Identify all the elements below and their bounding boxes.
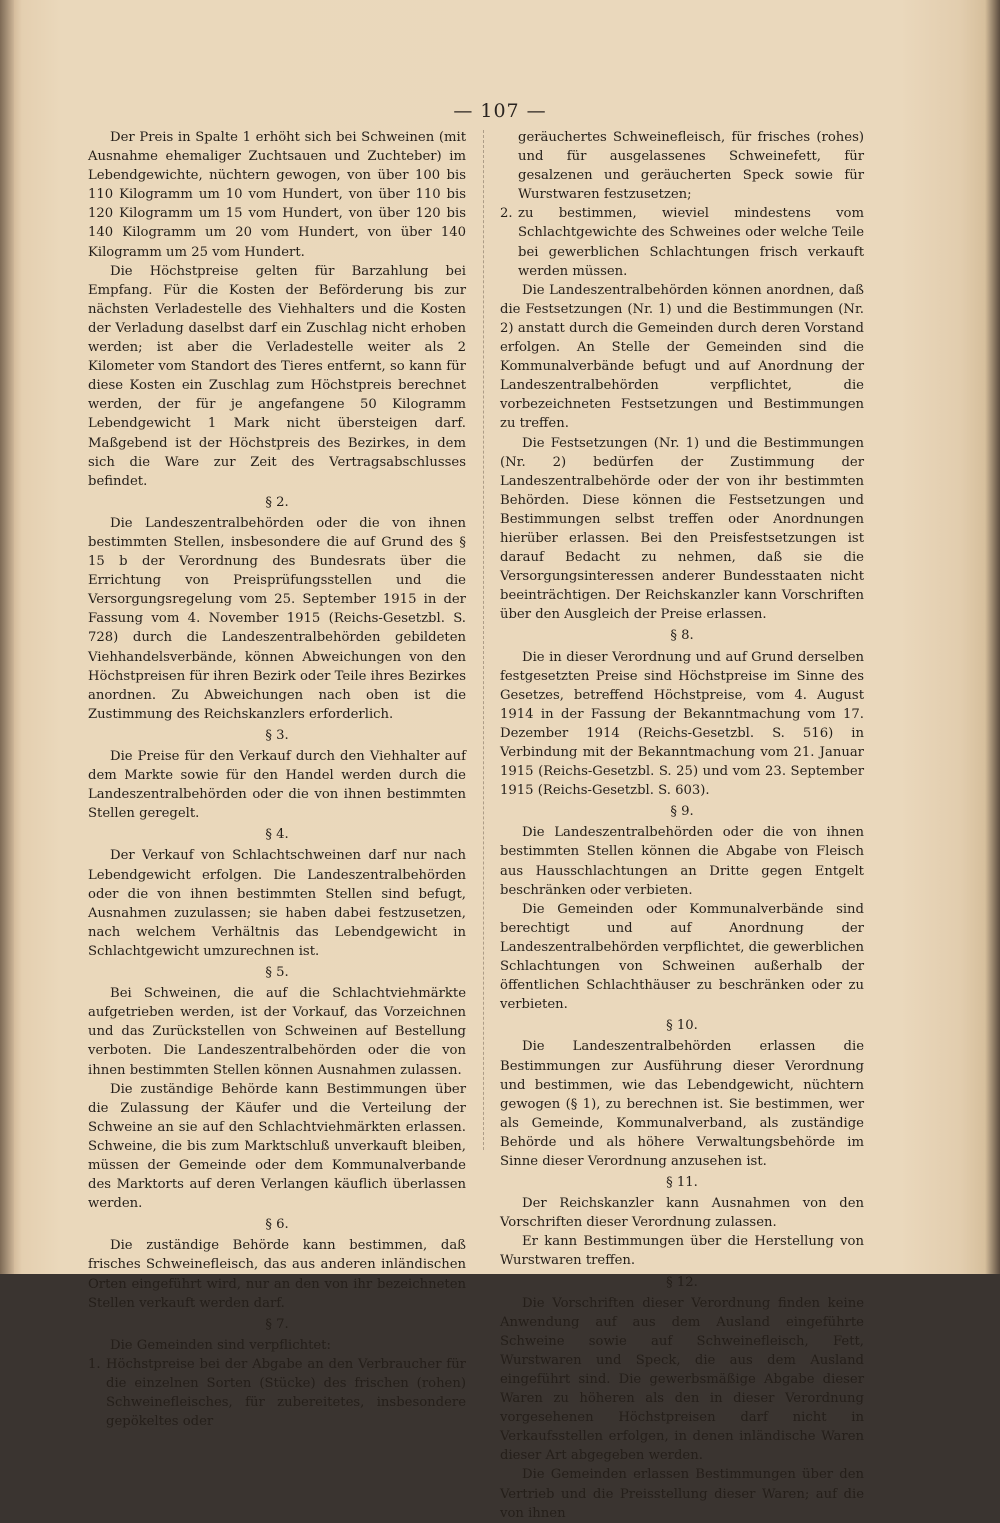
- paragraph: Die Gemeinden sind verpflichtet:: [110, 1337, 331, 1353]
- paragraph: Der Verkauf von Schlachtschweinen darf nur nach Lebendgewicht erfolgen. Die Landeszentralbehörden oder die von ihnen bestimmten Stellen sind befugt, Ausnahmen zuzulassen; sie haben dabei festzusetzen, nach welchem Verhältnis das Lebendgewicht in Schlachtgewicht umzurechnen ist.: [88, 848, 466, 959]
- list-item-number: 1.: [88, 1356, 101, 1372]
- paragraph: Die Höchstpreise gelten für Barzahlung bei Empfang. Für die Kosten der Beförderung bis zur nächsten Verladestelle des Viehhalters und die Kosten der Verladung daselbst darf ein Zuschlag nicht erhoben werden; ist aber die Verladestelle weiter als 2 Kilometer vom Standort des Tieres entfernt, so kann für diese Kosten ein Zuschlag zum Höchstpreis berechnet werden, der für je angefangene 50 Kilogramm Lebendgewicht 1 Mark nicht übersteigen darf. Maßgebend ist der Höchstpreis des Bezirkes, in dem sich die Ware zur Zeit des Vertragsabschlusses befindet.: [88, 263, 466, 489]
- page-number: — 107 —: [453, 100, 547, 122]
- list-item: [500, 128, 864, 204]
- paragraph: Die Festsetzungen (Nr. 1) und die Bestimmungen (Nr. 2) bedürfen der Zustimmung der Landeszentralbehörde oder der von ihr bestimmten Behörden. Diese können die Festsetzungen und Bestimmungen selbst treffen oder Anordnungen hierüber erlassen. Bei den Preisfestsetzungen ist darauf Bedacht zu nehmen, daß sie die Versorgungsinteressen anderer Bundesstaaten nicht beeinträchtigen. Der Reichskanzler kann Vorschriften über den Ausgleich der Preise erlassen.: [500, 435, 864, 623]
- left-column: [88, 128, 466, 1431]
- list-item: [500, 204, 864, 280]
- section-heading: § 7.: [265, 1316, 289, 1332]
- section-heading: § 4.: [265, 827, 289, 843]
- list-item-number: 2.: [500, 206, 513, 222]
- list-item-text: geräuchertes Schweinefleisch, für frisches (rohes) und für ausgelassenes Schweinefett, für gesalzenen und geräucherten Speck sowie für Wurstwaren festzusetzen;: [518, 130, 864, 203]
- paragraph: Der Preis in Spalte 1 erhöht sich bei Schweinen (mit Ausnahme ehemaliger Zuchtsauen und Zuchteber) im Lebendgewichte, nüchtern gewogen, von über 100 bis 110 Kilogramm um 10 vom Hundert, von über 110 bis 120 Kilogramm um 15 vom Hundert, von über 120 bis 140 Kilogramm um 20 vom Hundert, von über 140 Kilogramm um 25 vom Hundert.: [88, 130, 466, 260]
- list-item-text: zu bestimmen, wieviel mindestens vom Schlachtgewichte des Schweines oder welche Teile bei gewerblichen Schlachtungen frisch verkauft werden müssen.: [518, 206, 864, 279]
- paragraph: Die Landeszentralbehörden erlassen die Bestimmungen zur Ausführung dieser Verordnung und bestimmen, wie das Lebendgewicht, nüchtern gewogen (§ 1), zu berechnen ist. Sie bestimmen, wer als Gemeinde, Kommunalverband, als zuständige Behörde und als höhere Verwaltungsbehörde im Sinne dieser Verordnung anzusehen ist.: [500, 1039, 864, 1169]
- paragraph: Die zuständige Behörde kann bestimmen, daß frisches Schweinefleisch, das aus anderen inländischen Orten eingeführt wird, nur an den von ihr bezeichneten Stellen verkauft werden darf.: [88, 1238, 466, 1311]
- paragraph: Der Reichskanzler kann Ausnahmen von den Vorschriften dieser Verordnung zulassen.: [500, 1196, 864, 1231]
- section-heading: § 12.: [666, 1274, 698, 1290]
- paragraph: Die Vorschriften dieser Verordnung finden keine Anwendung auf aus dem Ausland eingeführte Schweine sowie auf Schweinefleisch, Fett, Wurstwaren und Speck, die aus dem Ausland eingeführt sind. Die gewerbsmäßige Abgabe dieser Waren zu höheren als den in dieser Verordnung vorgesehenen Höchstpreisen darf nicht in Verkaufsstellen erfolgen, in denen inländische Waren dieser Art abgegeben werden.: [500, 1295, 864, 1464]
- section-heading: § 3.: [265, 727, 289, 743]
- paragraph: Die in dieser Verordnung und auf Grund derselben festgesetzten Preise sind Höchstpreise im Sinne des Gesetzes, betreffend Höchstpreise, vom 4. August 1914 in der Fassung der Bekanntmachung vom 17. Dezember 1914 (Reichs-Gesetzbl. S. 516) in Verbindung mit der Bekanntmachung vom 21. Januar 1915 (Reichs-Gesetzbl. S. 25) und vom 23. September 1915 (Reichs-Gesetzbl. S. 603).: [500, 649, 864, 799]
- section-heading: § 2.: [265, 494, 289, 510]
- section-heading: § 5.: [265, 965, 289, 981]
- paragraph: Bei Schweinen, die auf die Schlachtviehmärkte aufgetrieben werden, ist der Vorkauf, das Vorzeichnen und das Zurückstellen von Schweinen auf Bestellung verboten. Die Landeszentralbehörden oder die von ihnen bestimmten Stellen können Ausnahmen zulassen.: [88, 986, 466, 1078]
- paragraph: Die Gemeinden erlassen Bestimmungen über den Vertrieb und die Preisstellung dieser Waren; auf die von ihnen: [500, 1467, 864, 1521]
- section-heading: § 11.: [666, 1175, 698, 1191]
- paragraph: Die Gemeinden oder Kommunalverbände sind berechtigt und auf Anordnung der Landeszentralbehörden verpflichtet, die gewerblichen Schlachtungen von Schweinen außerhalb der öffentlichen Schlachthäuser zu beschränken oder zu verbieten.: [500, 901, 865, 1013]
- paragraph: Die zuständige Behörde kann Bestimmungen über die Zulassung der Käufer und die Verteilung der Schweine an sie auf den Schlachtviehmärkten erlassen. Schweine, die bis zum Marktschluß unverkauft bleiben, müssen der Gemeinde oder dem Kommunalverbande des Marktorts auf deren Verlangen käuflich überlassen werden.: [88, 1081, 466, 1212]
- list-item: [88, 1355, 466, 1431]
- section-heading: § 6.: [265, 1217, 289, 1233]
- section-heading: § 8.: [670, 628, 694, 644]
- list-item-text: Höchstpreise bei der Abgabe an den Verbraucher für die einzelnen Sorten (Stücke) des frischen (rohen) Schweinefleisches, für zubereitetes, insbesondere gepökeltes oder: [106, 1356, 466, 1430]
- paragraph: Die Landeszentralbehörden oder die von ihnen bestimmten Stellen, insbesondere die auf Grund des § 15 b der Verordnung des Bundesrats über die Errichtung von Preisprüfungsstellen und die Versorgungsregelung vom 25. September 1915 in der Fassung vom 4. November 1915 (Reichs-Gesetzbl. S. 728) durch die Landeszentralbehörden gebildeten Viehhandelsverbände, können Abweichungen von den Höchstpreisen für ihren Bezirk oder Teile ihres Bezirkes anordnen. Zu Abweichungen nach oben ist die Zustimmung des Reichskanzlers erforderlich.: [88, 515, 466, 722]
- section-heading: § 10.: [666, 1018, 698, 1034]
- section-heading: § 9.: [670, 804, 694, 820]
- paragraph: Er kann Bestimmungen über die Herstellung von Wurstwaren treffen.: [500, 1234, 864, 1269]
- right-column: [500, 128, 864, 1523]
- paragraph: Die Preise für den Verkauf durch den Viehhalter auf dem Markte sowie für den Handel werden durch die Landeszentralbehörden oder die von ihnen bestimmten Stellen geregelt.: [88, 749, 466, 822]
- column-divider: [483, 130, 484, 1150]
- book-spine: [0, 0, 14, 1274]
- paragraph: Die Landeszentralbehörden oder die von ihnen bestimmten Stellen können die Abgabe von Fleisch aus Hausschlachtungen an Dritte gegen Entgelt beschränken oder verbieten.: [500, 825, 864, 898]
- paragraph: Die Landeszentralbehörden können anordnen, daß die Festsetzungen (Nr. 1) und die Bestimmungen (Nr. 2) anstatt durch die Gemeinden durch deren Vorstand erfolgen. An Stelle der Gemeinden sind die Kommunalverbände befugt und auf Anordnung der Landeszentralbehörden verpflichtet, die vorbezeichneten Festsetzungen und Bestimmungen zu treffen.: [500, 282, 864, 432]
